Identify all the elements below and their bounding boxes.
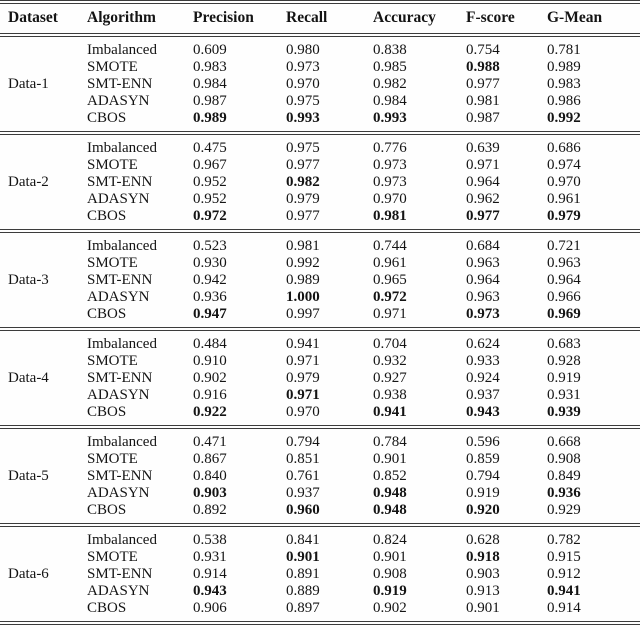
table-row <box>0 231 640 255</box>
metric-cell: 0.989 <box>547 59 581 75</box>
metric-cell: 0.930 <box>193 255 227 271</box>
algorithm-cell: Imbalanced <box>87 140 157 156</box>
table-row <box>0 387 640 404</box>
metric-cell: 0.922 <box>193 404 227 420</box>
table-row <box>0 76 640 93</box>
metric-cell: 0.977 <box>286 208 320 224</box>
metric-cell: 0.744 <box>373 238 407 254</box>
metric-cell: 0.794 <box>466 468 500 484</box>
algorithm-cell: SMT-ENN <box>87 174 153 190</box>
metric-cell: 0.838 <box>373 42 407 58</box>
metric-cell: 0.919 <box>466 485 500 501</box>
algorithm-cell: SMT-ENN <box>87 468 153 484</box>
table-row <box>0 133 640 157</box>
metric-cell: 0.989 <box>193 110 227 126</box>
algorithm-cell: SMOTE <box>87 157 138 173</box>
metric-cell: 0.997 <box>286 306 320 322</box>
metric-cell: 0.851 <box>286 451 320 467</box>
metric-cell: 0.983 <box>193 59 227 75</box>
metric-cell: 0.901 <box>373 549 407 565</box>
table-row <box>0 329 640 353</box>
table-row <box>0 451 640 468</box>
metric-cell: 0.609 <box>193 42 227 58</box>
metric-cell: 0.963 <box>466 255 500 271</box>
table-row <box>0 549 640 566</box>
metric-cell: 0.975 <box>286 140 320 156</box>
algorithm-cell: CBOS <box>87 404 127 420</box>
metric-cell: 0.943 <box>466 404 500 420</box>
metric-cell: 0.969 <box>547 306 581 322</box>
table-row <box>0 600 640 623</box>
metric-cell: 0.960 <box>286 502 320 518</box>
metric-cell: 0.784 <box>373 434 407 450</box>
metric-cell: 0.952 <box>193 174 227 190</box>
metric-cell: 0.992 <box>547 110 581 126</box>
metric-cell: 0.596 <box>466 434 500 450</box>
metric-cell: 0.972 <box>193 208 227 224</box>
metric-cell: 0.981 <box>286 238 320 254</box>
algorithm-cell: CBOS <box>87 110 127 126</box>
header-row <box>0 2 640 35</box>
metric-cell: 0.986 <box>547 93 581 109</box>
algorithm-cell: SMOTE <box>87 549 138 565</box>
algorithm-cell: ADASYN <box>87 387 150 403</box>
table-row <box>0 289 640 306</box>
metric-cell: 0.970 <box>373 191 407 207</box>
metric-cell: 0.984 <box>373 93 407 109</box>
metric-cell: 0.993 <box>286 110 320 126</box>
metric-cell: 0.981 <box>466 93 500 109</box>
table-row <box>0 59 640 76</box>
table-row <box>0 583 640 600</box>
metric-cell: 0.867 <box>193 451 227 467</box>
metric-cell: 0.914 <box>193 566 227 582</box>
metric-cell: 0.970 <box>547 174 581 190</box>
header-accuracy: Accuracy <box>373 9 436 26</box>
metric-cell: 0.931 <box>193 549 227 565</box>
table-row <box>0 370 640 387</box>
metric-cell: 0.684 <box>466 238 500 254</box>
metric-cell: 0.913 <box>466 583 500 599</box>
algorithm-cell: ADASYN <box>87 583 150 599</box>
metric-cell: 0.912 <box>547 566 581 582</box>
metric-cell: 0.977 <box>466 76 500 92</box>
metric-cell: 0.704 <box>373 336 407 352</box>
table-row <box>0 306 640 329</box>
metric-cell: 0.484 <box>193 336 227 352</box>
metric-cell: 0.918 <box>466 549 500 565</box>
metric-cell: 0.941 <box>286 336 320 352</box>
metric-cell: 1.000 <box>286 289 320 305</box>
table-row <box>0 566 640 583</box>
algorithm-cell: ADASYN <box>87 191 150 207</box>
metric-cell: 0.668 <box>547 434 581 450</box>
algorithm-cell: SMT-ENN <box>87 272 153 288</box>
metric-cell: 0.908 <box>373 566 407 582</box>
table-row <box>0 255 640 272</box>
metric-cell: 0.962 <box>466 191 500 207</box>
metric-cell: 0.987 <box>193 93 227 109</box>
metric-cell: 0.961 <box>373 255 407 271</box>
metric-cell: 0.972 <box>373 289 407 305</box>
metric-cell: 0.897 <box>286 600 320 616</box>
metric-cell: 0.973 <box>466 306 500 322</box>
algorithm-cell: CBOS <box>87 600 127 616</box>
metric-cell: 0.983 <box>547 76 581 92</box>
metric-cell: 0.686 <box>547 140 581 156</box>
metric-cell: 0.914 <box>547 600 581 616</box>
table-row <box>0 157 640 174</box>
metric-cell: 0.906 <box>193 600 227 616</box>
header-fscore: F-score <box>466 9 515 26</box>
dataset-group <box>0 329 640 427</box>
table-row <box>0 191 640 208</box>
table-row <box>0 502 640 525</box>
metric-cell: 0.965 <box>373 272 407 288</box>
dataset-label: Data-2 <box>8 173 49 190</box>
metric-cell: 0.964 <box>547 272 581 288</box>
dataset-group <box>0 525 640 623</box>
algorithm-cell: ADASYN <box>87 485 150 501</box>
metric-cell: 0.475 <box>193 140 227 156</box>
metric-cell: 0.754 <box>466 42 500 58</box>
metric-cell: 0.967 <box>193 157 227 173</box>
metric-cell: 0.919 <box>547 370 581 386</box>
metric-cell: 0.915 <box>547 549 581 565</box>
metric-cell: 0.902 <box>373 600 407 616</box>
algorithm-cell: SMT-ENN <box>87 566 153 582</box>
table-row <box>0 353 640 370</box>
metric-cell: 0.984 <box>193 76 227 92</box>
metric-cell: 0.970 <box>286 76 320 92</box>
dataset-label: Data-4 <box>8 369 49 386</box>
dataset-label: Data-5 <box>8 467 49 484</box>
table-row <box>0 174 640 191</box>
metric-cell: 0.963 <box>466 289 500 305</box>
metric-cell: 0.933 <box>466 353 500 369</box>
metric-cell: 0.781 <box>547 42 581 58</box>
metric-cell: 0.971 <box>466 157 500 173</box>
metric-cell: 0.973 <box>373 174 407 190</box>
metric-cell: 0.948 <box>373 502 407 518</box>
metric-cell: 0.993 <box>373 110 407 126</box>
metric-cell: 0.987 <box>466 110 500 126</box>
metric-cell: 0.970 <box>286 404 320 420</box>
metric-cell: 0.948 <box>373 485 407 501</box>
algorithm-cell: ADASYN <box>87 289 150 305</box>
metric-cell: 0.761 <box>286 468 320 484</box>
algorithm-cell: SMOTE <box>87 255 138 271</box>
metric-cell: 0.891 <box>286 566 320 582</box>
metric-cell: 0.936 <box>547 485 581 501</box>
header-algorithm: Algorithm <box>87 9 156 26</box>
algorithm-cell: Imbalanced <box>87 532 157 548</box>
algorithm-cell: ADASYN <box>87 93 150 109</box>
metric-cell: 0.902 <box>193 370 227 386</box>
dataset-label: Data-3 <box>8 271 49 288</box>
dataset-group <box>0 427 640 525</box>
algorithm-cell: Imbalanced <box>87 434 157 450</box>
metric-cell: 0.979 <box>547 208 581 224</box>
metric-cell: 0.973 <box>286 59 320 75</box>
table-row <box>0 93 640 110</box>
table-row <box>0 208 640 231</box>
metric-cell: 0.927 <box>373 370 407 386</box>
metric-cell: 0.916 <box>193 387 227 403</box>
metric-cell: 0.971 <box>373 306 407 322</box>
metric-cell: 0.971 <box>286 387 320 403</box>
metric-cell: 0.931 <box>547 387 581 403</box>
metric-cell: 0.639 <box>466 140 500 156</box>
dataset-label: Data-1 <box>8 75 49 92</box>
metric-cell: 0.963 <box>547 255 581 271</box>
metric-cell: 0.903 <box>193 485 227 501</box>
metric-cell: 0.901 <box>286 549 320 565</box>
metric-cell: 0.985 <box>373 59 407 75</box>
metric-cell: 0.776 <box>373 140 407 156</box>
metric-cell: 0.982 <box>373 76 407 92</box>
metric-cell: 0.939 <box>547 404 581 420</box>
metric-cell: 0.964 <box>466 272 500 288</box>
algorithm-cell: CBOS <box>87 306 127 322</box>
table-row <box>0 468 640 485</box>
dataset-label: Data-6 <box>8 565 49 582</box>
metric-cell: 0.937 <box>286 485 320 501</box>
table-row <box>0 485 640 502</box>
header-gmean: G-Mean <box>547 9 603 26</box>
metric-cell: 0.989 <box>286 272 320 288</box>
metric-cell: 0.947 <box>193 306 227 322</box>
metric-cell: 0.938 <box>373 387 407 403</box>
metric-cell: 0.901 <box>373 451 407 467</box>
header-dataset: Dataset <box>8 9 58 26</box>
metric-cell: 0.942 <box>193 272 227 288</box>
metric-cell: 0.794 <box>286 434 320 450</box>
algorithm-cell: Imbalanced <box>87 42 157 58</box>
metric-cell: 0.840 <box>193 468 227 484</box>
table-row <box>0 35 640 59</box>
metric-cell: 0.937 <box>466 387 500 403</box>
metric-cell: 0.979 <box>286 191 320 207</box>
metric-cell: 0.824 <box>373 532 407 548</box>
algorithm-cell: CBOS <box>87 502 127 518</box>
metric-cell: 0.980 <box>286 42 320 58</box>
table-row <box>0 525 640 549</box>
metric-cell: 0.966 <box>547 289 581 305</box>
metric-cell: 0.929 <box>547 502 581 518</box>
metric-cell: 0.889 <box>286 583 320 599</box>
metric-cell: 0.975 <box>286 93 320 109</box>
header-precision: Precision <box>193 9 254 26</box>
metric-cell: 0.903 <box>466 566 500 582</box>
metric-cell: 0.943 <box>193 583 227 599</box>
metric-cell: 0.974 <box>547 157 581 173</box>
metric-cell: 0.683 <box>547 336 581 352</box>
table-row <box>0 272 640 289</box>
metric-cell: 0.624 <box>466 336 500 352</box>
metric-cell: 0.523 <box>193 238 227 254</box>
algorithm-cell: Imbalanced <box>87 238 157 254</box>
metric-cell: 0.471 <box>193 434 227 450</box>
metric-cell: 0.841 <box>286 532 320 548</box>
metric-cell: 0.892 <box>193 502 227 518</box>
metric-cell: 0.924 <box>466 370 500 386</box>
metric-cell: 0.910 <box>193 353 227 369</box>
algorithm-cell: SMOTE <box>87 59 138 75</box>
algorithm-cell: Imbalanced <box>87 336 157 352</box>
algorithm-cell: SMOTE <box>87 451 138 467</box>
metric-cell: 0.988 <box>466 59 500 75</box>
metric-cell: 0.941 <box>547 583 581 599</box>
dataset-group <box>0 231 640 329</box>
metric-cell: 0.908 <box>547 451 581 467</box>
metric-cell: 0.859 <box>466 451 500 467</box>
metric-cell: 0.941 <box>373 404 407 420</box>
algorithm-cell: CBOS <box>87 208 127 224</box>
metric-cell: 0.919 <box>373 583 407 599</box>
metric-cell: 0.977 <box>286 157 320 173</box>
metric-cell: 0.936 <box>193 289 227 305</box>
table-header <box>0 2 640 35</box>
metric-cell: 0.628 <box>466 532 500 548</box>
metric-cell: 0.538 <box>193 532 227 548</box>
metric-cell: 0.982 <box>286 174 320 190</box>
metric-cell: 0.961 <box>547 191 581 207</box>
algorithm-cell: SMT-ENN <box>87 76 153 92</box>
algorithm-cell: SMOTE <box>87 353 138 369</box>
metric-cell: 0.782 <box>547 532 581 548</box>
table-row <box>0 427 640 451</box>
metric-cell: 0.901 <box>466 600 500 616</box>
metric-cell: 0.849 <box>547 468 581 484</box>
table-row <box>0 404 640 427</box>
metric-cell: 0.952 <box>193 191 227 207</box>
metric-cell: 0.932 <box>373 353 407 369</box>
algorithm-cell: SMT-ENN <box>87 370 153 386</box>
metric-cell: 0.964 <box>466 174 500 190</box>
dataset-group <box>0 35 640 133</box>
metric-cell: 0.979 <box>286 370 320 386</box>
header-recall: Recall <box>286 9 328 26</box>
metric-cell: 0.971 <box>286 353 320 369</box>
metric-cell: 0.721 <box>547 238 581 254</box>
metric-cell: 0.928 <box>547 353 581 369</box>
metric-cell: 0.973 <box>373 157 407 173</box>
metric-cell: 0.920 <box>466 502 500 518</box>
table-row <box>0 110 640 133</box>
dataset-group <box>0 133 640 231</box>
metric-cell: 0.852 <box>373 468 407 484</box>
metric-cell: 0.981 <box>373 208 407 224</box>
metric-cell: 0.977 <box>466 208 500 224</box>
metric-cell: 0.992 <box>286 255 320 271</box>
